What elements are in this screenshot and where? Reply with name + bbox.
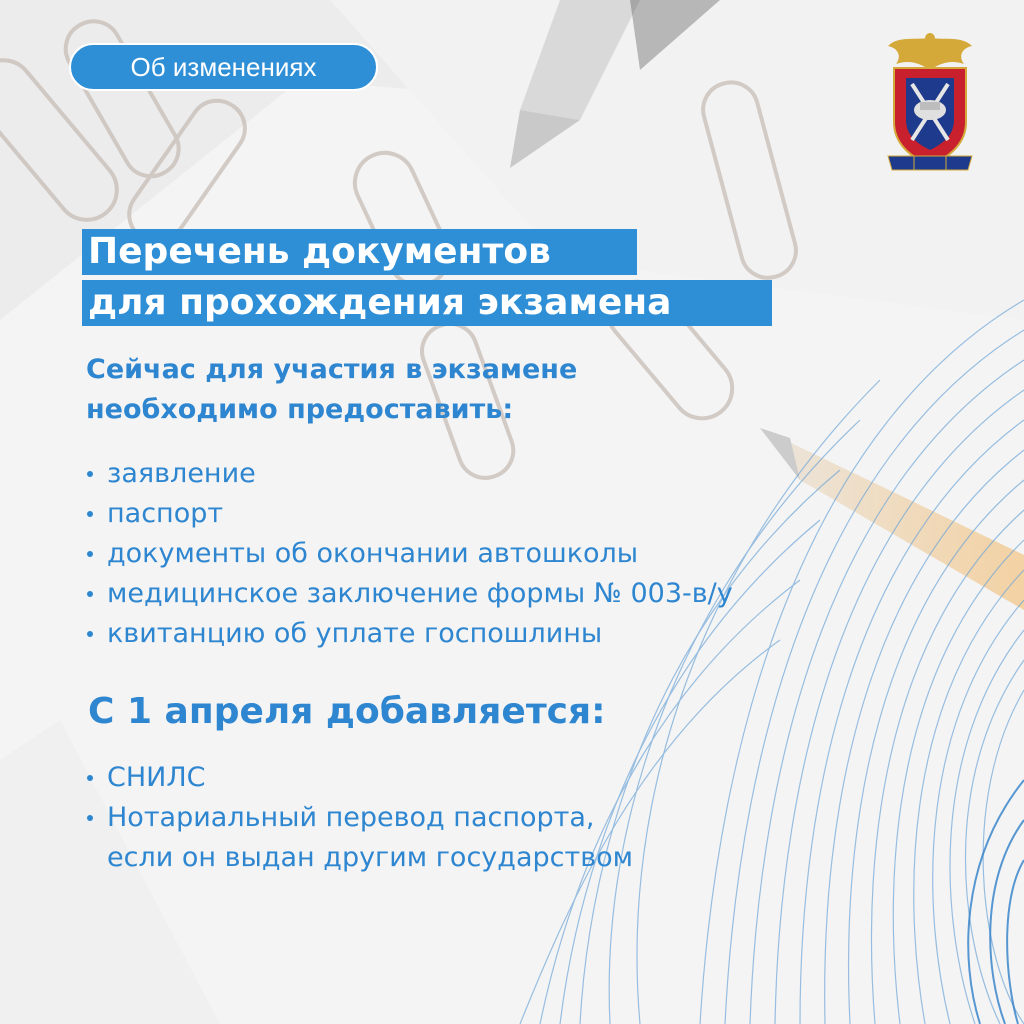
subtitle-line-2: необходимо предоставить:: [86, 394, 514, 425]
bullet-dot-icon: [87, 591, 93, 597]
title-line-2: для прохождения экзамена: [82, 280, 772, 326]
list-item: [85, 758, 633, 798]
list-item: [85, 494, 733, 534]
category-tag: Об изменениях: [69, 43, 378, 91]
bullet-dot-icon: [87, 511, 93, 517]
list-item-text: СНИЛС: [107, 762, 206, 793]
list-item-text: заявление: [107, 458, 256, 489]
new-documents-list: [85, 758, 633, 878]
police-emblem-icon: [884, 30, 976, 176]
bullet-dot-icon: [87, 551, 93, 557]
list-item: [85, 454, 733, 494]
bullet-dot-icon: [87, 815, 93, 821]
bullet-dot-icon: [87, 775, 93, 781]
bullet-dot-icon: [87, 631, 93, 637]
title-line-1: Перечень документов: [82, 229, 637, 275]
list-item-text: Нотариальный перевод паспорта,: [107, 802, 595, 833]
list-item: [85, 534, 733, 574]
list-item: [85, 614, 733, 654]
list-item-text: квитанцию об уплате госпошлины: [107, 618, 603, 649]
new-requirements-heading: С 1 апреля добавляется:: [88, 691, 606, 732]
list-item: [85, 798, 633, 878]
list-item-text: документы об окончании автошколы: [107, 538, 639, 569]
list-item-text: медицинское заключение формы № 003-в/у: [107, 578, 733, 609]
bullet-dot-icon: [87, 471, 93, 477]
list-item-text-continued: если он выдан другим государством: [107, 842, 633, 873]
list-item: [85, 574, 733, 614]
subtitle-line-1: Сейчас для участия в экзамене: [86, 354, 578, 385]
current-documents-list: [85, 454, 733, 654]
list-item-text: паспорт: [107, 498, 224, 529]
